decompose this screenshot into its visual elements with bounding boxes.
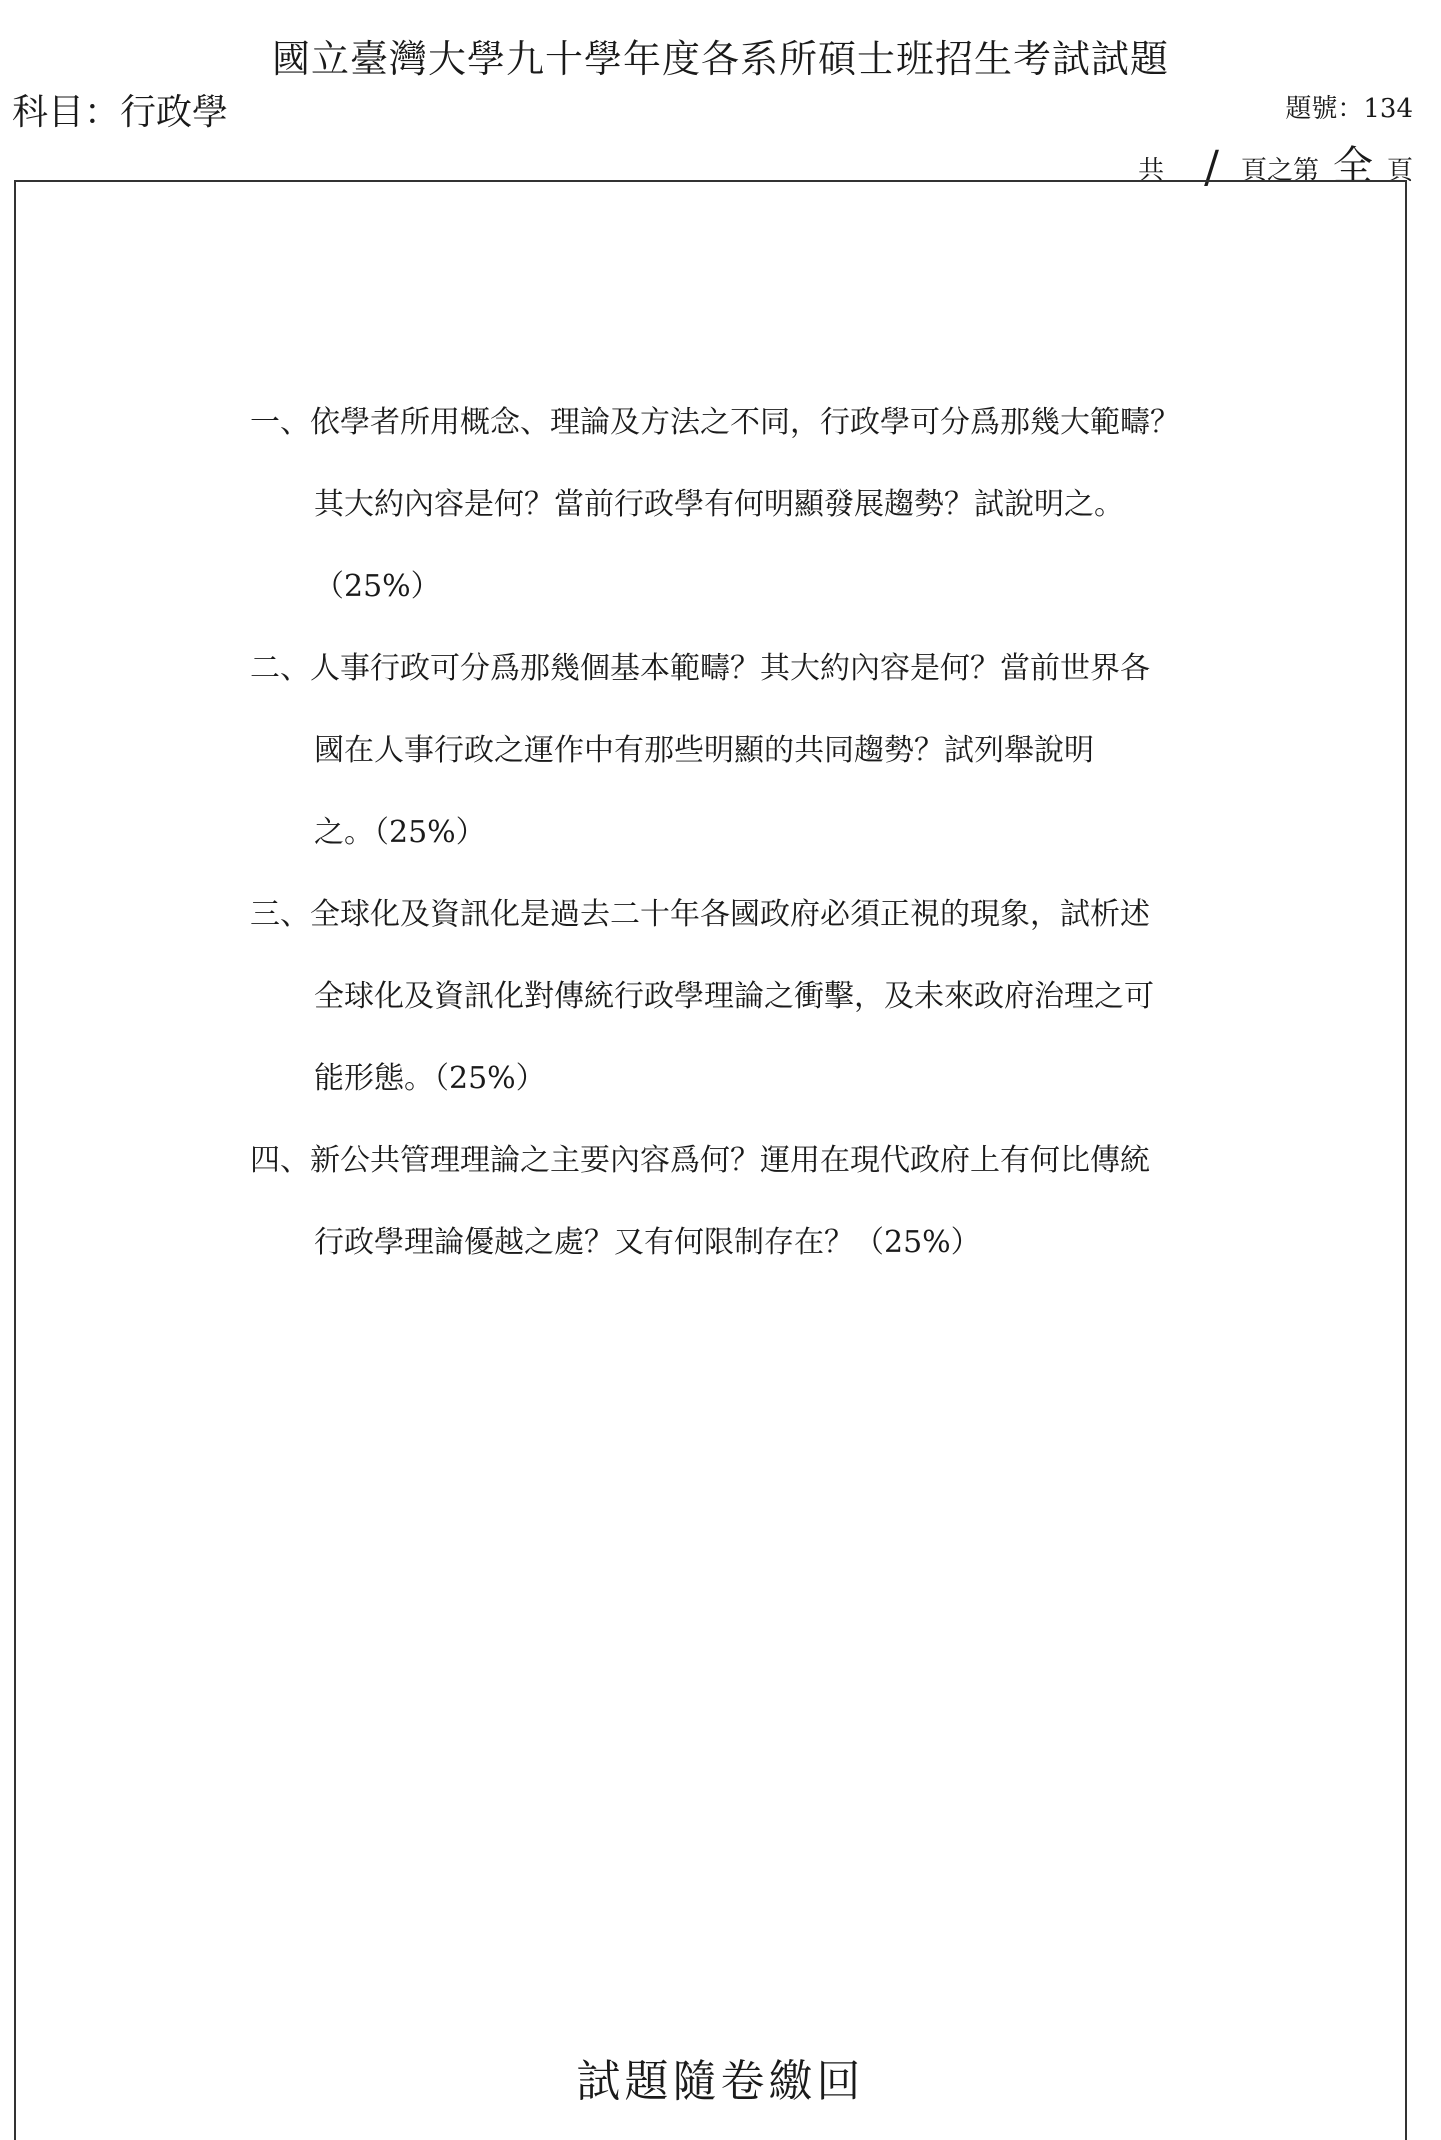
question-4	[250, 1133, 1250, 1297]
question-line: 全球化及資訊化對傳統行政學理論之衝擊，及未來政府治理之可	[314, 979, 1154, 1014]
question-score: （25%）	[314, 569, 441, 604]
exam-number: 題號：134	[1285, 94, 1413, 124]
question-line: 四、新公共管理理論之主要內容爲何？運用在現代政府上有何比傳統	[250, 1143, 1150, 1178]
page-current: 全	[1332, 143, 1373, 189]
question-line: 能形態。（25%）	[314, 1061, 546, 1096]
question-1	[250, 395, 1250, 641]
page-total-prefix: 共	[1138, 156, 1165, 186]
page-mid: 頁之第	[1240, 156, 1319, 186]
exam-title: 國立臺灣大學九十學年度各系所碩士班招生考試試題	[271, 37, 1169, 81]
question-line: 一、依學者所用概念、理論及方法之不同，行政學可分爲那幾大範疇？	[250, 405, 1180, 440]
page-suffix: 頁	[1386, 156, 1413, 186]
subject-label: 科目：行政學	[12, 92, 229, 133]
question-3	[250, 887, 1250, 1133]
question-2	[250, 641, 1250, 887]
question-line: 二、人事行政可分爲那幾個基本範疇？其大約內容是何？當前世界各	[250, 651, 1150, 686]
question-list	[250, 395, 1250, 1297]
page-total: /	[1204, 142, 1219, 193]
page-info	[1138, 130, 1413, 193]
question-line: 行政學理論優越之處？又有何限制存在？（25%）	[314, 1225, 981, 1260]
question-line: 三、全球化及資訊化是過去二十年各國政府必須正視的現象，試析述	[250, 897, 1150, 932]
question-line: 其大約內容是何？當前行政學有何明顯發展趨勢？試說明之。	[314, 487, 1124, 522]
return-notice: 試題隨卷繳回	[576, 2056, 865, 2107]
question-line: 國在人事行政之運作中有那些明顯的共同趨勢？試列舉說明	[314, 733, 1094, 768]
question-line: 之。（25%）	[314, 815, 486, 850]
